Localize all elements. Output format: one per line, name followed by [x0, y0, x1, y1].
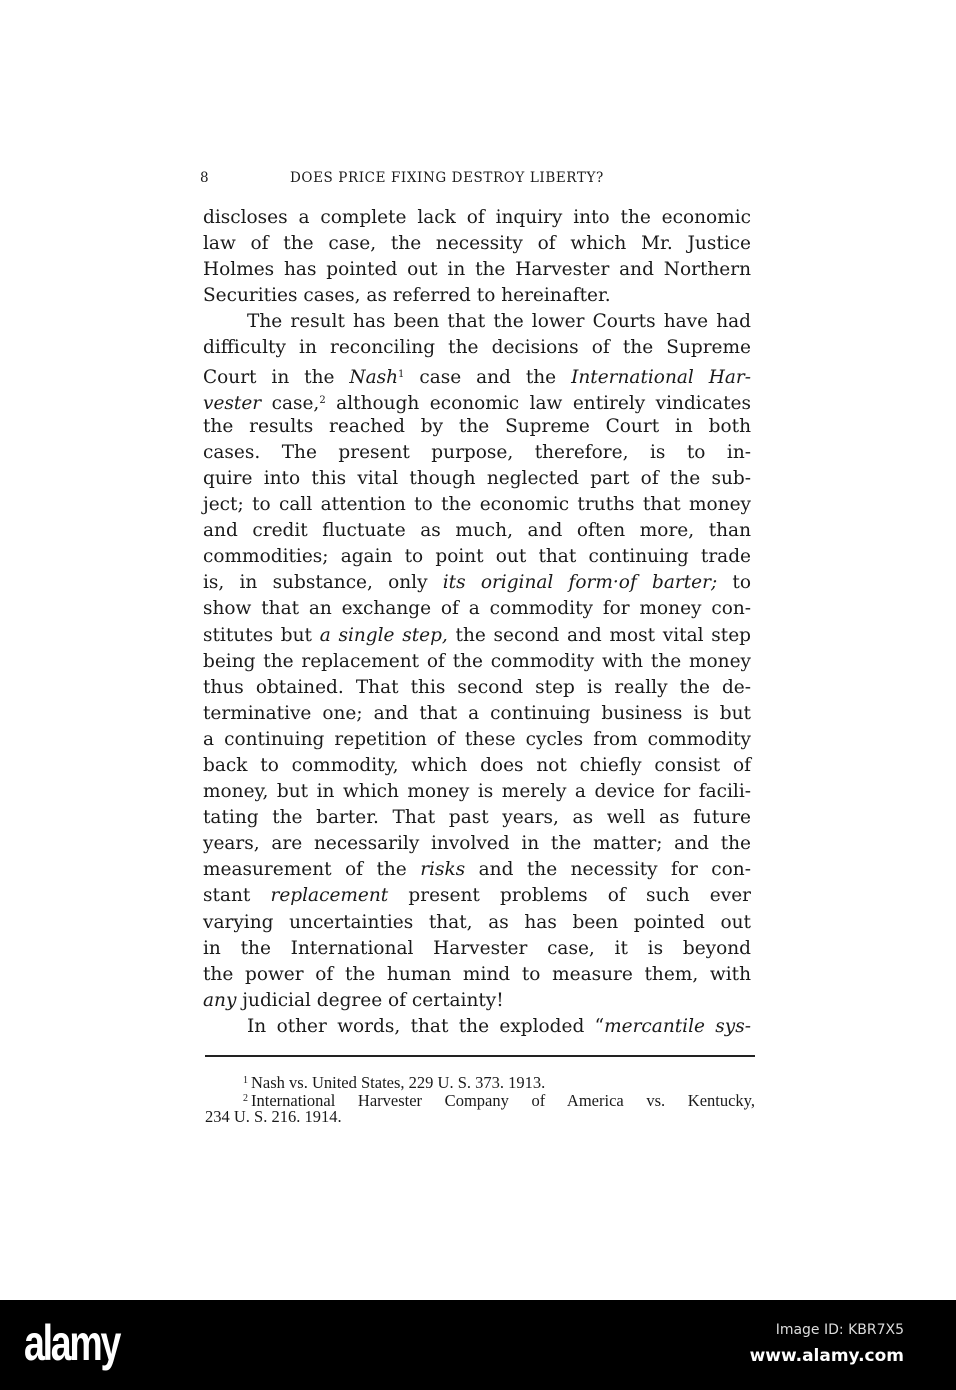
text-line: [203, 309, 751, 335]
text-segment: difficulty in reconciling the decisions of the Supreme: [203, 337, 751, 359]
watermark-bar: [0, 1300, 956, 1390]
italic-text: International Har-: [571, 366, 751, 388]
text-segment: and credit fluctuate as much, and often more, than: [203, 520, 751, 542]
footnote-mark: 1: [243, 1075, 248, 1086]
text-line: [203, 388, 751, 414]
text-segment: quire into this vital though neglected part of the sub-: [203, 467, 751, 489]
text-line: [203, 492, 751, 518]
text-segment: the second and most vital step: [447, 624, 751, 646]
text-line: [203, 910, 751, 936]
text-segment: Court in the: [203, 366, 350, 388]
text-line: [203, 623, 751, 649]
footnote-rule: [205, 1055, 755, 1057]
text-line: [203, 205, 751, 231]
text-line: [203, 335, 751, 361]
text-segment: commodities; again to point out that continuing trade: [203, 546, 751, 568]
text-segment: back to commodity, which does not chiefly consist of: [203, 754, 751, 776]
text-segment: cases. The present purpose, therefore, is to in-: [203, 441, 751, 463]
italic-text: risks: [420, 859, 466, 881]
text-segment: Holmes has pointed out in the Harvester and Northern: [203, 259, 751, 281]
text-segment: In other words, that the exploded “: [247, 1015, 605, 1037]
text-line: [203, 831, 751, 857]
text-line: [203, 701, 751, 727]
italic-text: a single step,: [319, 624, 448, 646]
text-line: [203, 727, 751, 753]
text-segment: tating the barter. That past years, as well as future: [203, 807, 751, 829]
text-segment: discloses a complete lack of inquiry into the economic: [203, 207, 751, 228]
body-text: [203, 205, 751, 1040]
italic-text: its original form·of barter;: [442, 572, 718, 594]
text-line: [203, 936, 751, 962]
italic-text: Nash: [349, 366, 399, 388]
text-segment: varying uncertainties that, as has been pointed out: [203, 911, 751, 933]
text-line: [203, 283, 751, 309]
footnote-text: Nash vs. United States, 229 U. S. 373. 1913.: [251, 1073, 546, 1092]
text-segment: Securities cases, as referred to hereinafter.: [203, 285, 611, 307]
footnote-reference: 2: [319, 394, 326, 406]
text-line: [203, 857, 751, 883]
text-line: [203, 753, 751, 779]
text-line: [203, 779, 751, 805]
text-segment: stant: [203, 885, 271, 907]
italic-text: vester: [203, 392, 262, 414]
text-line: [203, 649, 751, 675]
text-segment: The result has been that the lower Courts have had: [247, 311, 751, 333]
alamy-logo: alamy: [24, 1315, 120, 1371]
italic-text: mercantile sys-: [604, 1015, 751, 1037]
text-segment: in the International Harvester case, it is beyond: [203, 937, 751, 959]
text-segment: show that an exchange of a commodity for money con-: [203, 598, 751, 620]
text-segment: money, but in which money is merely a device for facili-: [203, 781, 751, 803]
text-segment: the power of the human mind to measure them, with: [203, 963, 751, 985]
page-number: 8: [200, 170, 210, 186]
text-segment: case,: [261, 392, 320, 414]
running-header: [200, 170, 670, 192]
italic-text: replacement: [270, 885, 389, 907]
footnote-text: International Harvester Company of America vs. Kentucky,: [251, 1091, 755, 1110]
footnote-reference: 1: [398, 368, 405, 380]
text-segment: judicial degree of certainty!: [236, 989, 504, 1011]
text-line: [203, 440, 751, 466]
text-line: [203, 1014, 751, 1040]
text-segment: measurement of the: [203, 859, 421, 881]
text-segment: present problems of such ever: [388, 885, 752, 907]
text-segment: a continuing repetition of these cycles from commodity: [203, 728, 751, 750]
text-line: [203, 962, 751, 988]
text-line: [203, 988, 751, 1014]
footnote-2-continued: 234 U. S. 216. 1914.: [205, 1107, 342, 1126]
text-line: [203, 362, 751, 388]
image-id: Image ID: KBR7X5: [775, 1322, 904, 1338]
text-line: [203, 518, 751, 544]
text-segment: stitutes but: [203, 624, 320, 646]
text-line: [203, 883, 751, 909]
italic-text: any: [203, 989, 237, 1011]
text-segment: being the replacement of the commodity with the money: [203, 650, 751, 672]
text-segment: although economic law entirely vindicates: [325, 392, 751, 414]
text-segment: thus obtained. That this second step is really the de-: [203, 676, 751, 698]
footnote-1: [205, 1072, 793, 1092]
text-segment: is, in substance, only: [203, 572, 443, 594]
text-line: [203, 257, 751, 283]
text-segment: and the necessity for con-: [465, 859, 751, 881]
text-line: [203, 675, 751, 701]
text-segment: years, are necessarily involved in the matter; and the: [203, 833, 751, 855]
footnote-mark: 2: [243, 1093, 248, 1104]
text-line: [203, 414, 751, 440]
text-line: [203, 570, 751, 596]
text-segment: law of the case, the necessity of which Mr. Justice: [203, 233, 751, 255]
running-title: DOES PRICE FIXING DESTROY LIBERTY?: [290, 170, 604, 186]
text-line: [203, 466, 751, 492]
text-segment: the results reached by the Supreme Court in both: [203, 415, 751, 437]
text-line: [203, 805, 751, 831]
text-segment: ject; to call attention to the economic truths that money: [203, 494, 751, 516]
text-line: [203, 544, 751, 570]
text-segment: to: [717, 572, 751, 594]
text-segment: case and the: [404, 366, 572, 388]
text-line: [203, 596, 751, 622]
watermark-url: www.alamy.com: [749, 1346, 904, 1366]
text-line: [203, 231, 751, 257]
text-segment: terminative one; and that a continuing business is but: [203, 702, 751, 724]
